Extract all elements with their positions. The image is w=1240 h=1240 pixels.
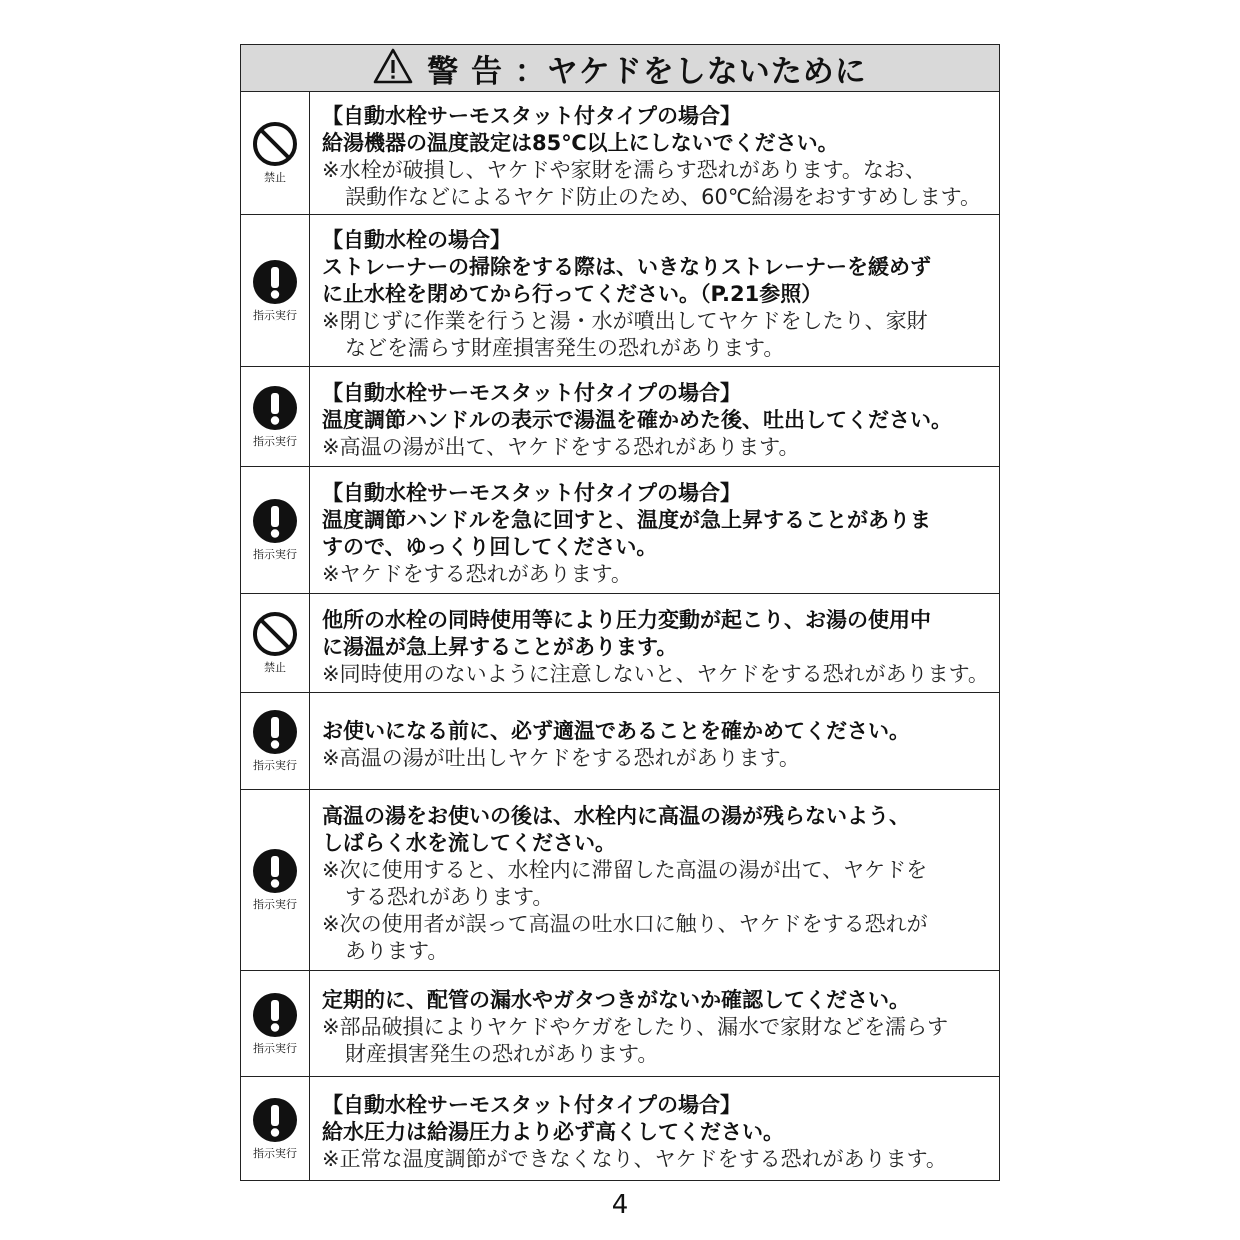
- page-number: 4: [611, 1190, 629, 1220]
- icon-label: 指示実行: [253, 759, 297, 772]
- warning-title: 警 告 ：ヤケドをしないために: [427, 53, 867, 90]
- icon-cell: [241, 367, 310, 466]
- warning-text: 【自動水栓サーモスタット付タイプの場合】: [322, 104, 741, 128]
- text-cell: [310, 467, 999, 593]
- instruction-icon: [252, 385, 298, 431]
- warning-row: [241, 367, 999, 467]
- warning-text: 給水圧力は給湯圧力より必ず高くしてください。: [322, 1120, 784, 1144]
- icon-label: 指示実行: [253, 434, 297, 448]
- caution-note: する恐れがあります。: [345, 885, 554, 909]
- warning-row: [241, 215, 999, 367]
- warning-row: [241, 467, 999, 594]
- warning-text: 【自動水栓サーモスタット付タイプの場合】: [322, 381, 741, 405]
- icon-label: 指示実行: [253, 1041, 297, 1055]
- caution-note: ※高温の湯が出て、ヤケドをする恐れがあります。: [322, 435, 800, 459]
- warning-text: 高温の湯をお使いの後は、水栓内に高温の湯が残らないよう、: [322, 804, 910, 828]
- caution-note: ※次に使用すると、水栓内に滞留した高温の湯が出て、ヤケドを: [322, 858, 928, 882]
- warning-text: ストレーナーの掃除をする際は、いきなりストレーナーを緩めず: [322, 255, 931, 279]
- text-cell: [310, 215, 999, 366]
- caution-note: ※部品破損によりヤケドやケガをしたり、漏水で家財などを濡らす: [322, 1015, 949, 1039]
- text-cell: [310, 92, 999, 214]
- warning-text: しばらく水を流してください。: [322, 831, 616, 855]
- warning-text: に止水栓を閉めてから行ってください。（P.21参照）: [322, 282, 823, 306]
- caution-note: ※ヤケドをする恐れがあります。: [322, 562, 632, 586]
- warning-table: [240, 44, 1000, 1181]
- instruction-icon: [252, 848, 298, 894]
- icon-cell: [241, 790, 310, 970]
- icon-cell: [241, 594, 310, 692]
- warning-row: [241, 594, 999, 693]
- warning-row: [241, 971, 999, 1077]
- caution-note: ※次の使用者が誤って高温の吐水口に触り、ヤケドをする恐れが: [322, 912, 928, 936]
- warning-text: お使いになる前に、必ず適温であることを確かめてください。: [322, 719, 910, 743]
- warning-row: [241, 790, 999, 971]
- instruction-icon: [252, 498, 298, 544]
- warning-triangle-icon: [373, 48, 413, 88]
- warning-text: 【自動水栓サーモスタット付タイプの場合】: [322, 481, 741, 505]
- prohibit-icon: [252, 611, 298, 657]
- icon-cell: [241, 1077, 310, 1180]
- warning-text: 給湯機器の温度設定は85℃以上にしないでください。: [322, 131, 839, 155]
- caution-note: あります。: [345, 939, 449, 963]
- warning-text: 温度調節ハンドルの表示で湯温を確かめた後、吐出してください。: [322, 408, 952, 432]
- instruction-icon: [252, 709, 298, 755]
- warning-text: 温度調節ハンドルを急に回すと、温度が急上昇することがありま: [322, 508, 931, 532]
- caution-note: ※高温の湯が吐出しヤケドをする恐れがあります。: [322, 746, 800, 770]
- icon-label: 禁止: [264, 661, 286, 674]
- warning-text: 定期的に、配管の漏水やガタつきがないか確認してください。: [322, 988, 910, 1012]
- text-cell: [310, 693, 999, 789]
- warning-text: すので、ゆっくり回してください。: [322, 535, 658, 559]
- caution-note: ※同時使用のないように注意しないと、ヤケドをする恐れがあります。: [322, 661, 989, 686]
- text-cell: [310, 971, 999, 1076]
- warning-header: [241, 45, 999, 92]
- icon-cell: [241, 467, 310, 593]
- text-cell: [310, 367, 999, 466]
- warning-text: に湯温が急上昇することがあります。: [322, 634, 678, 659]
- caution-note: 誤動作などによるヤケド防止のため、60℃給湯をおすすめします。: [345, 185, 981, 209]
- icon-cell: [241, 693, 310, 789]
- icon-label: 指示実行: [253, 1146, 297, 1160]
- caution-note: ※水栓が破損し、ヤケドや家財を濡らす恐れがあります。なお、: [322, 158, 926, 182]
- icon-cell: [241, 215, 310, 366]
- icon-cell: [241, 971, 310, 1076]
- warning-text: 【自動水栓の場合】: [322, 228, 511, 252]
- warning-row: [241, 1077, 999, 1180]
- icon-label: 指示実行: [253, 308, 297, 322]
- instruction-icon: [252, 1097, 298, 1143]
- text-cell: [310, 1077, 999, 1180]
- icon-cell: [241, 92, 310, 214]
- warning-row: [241, 693, 999, 790]
- caution-note: ※正常な温度調節ができなくなり、ヤケドをする恐れがあります。: [322, 1147, 947, 1171]
- warning-row: [241, 92, 999, 215]
- caution-note: ※閉じずに作業を行うと湯・水が噴出してヤケドをしたり、家財: [322, 309, 928, 333]
- icon-label: 指示実行: [253, 898, 297, 911]
- icon-label: 禁止: [264, 171, 286, 184]
- text-cell: [310, 790, 999, 970]
- warning-text: 【自動水栓サーモスタット付タイプの場合】: [322, 1093, 741, 1117]
- instruction-icon: [252, 992, 298, 1038]
- instruction-icon: [252, 259, 298, 305]
- warning-rows: [241, 92, 999, 1180]
- caution-note: などを濡らす財産損害発生の恐れがあります。: [345, 336, 785, 360]
- prohibit-icon: [252, 121, 298, 167]
- icon-label: 指示実行: [253, 548, 297, 561]
- caution-note: 財産損害発生の恐れがあります。: [345, 1042, 659, 1066]
- warning-text: 他所の水栓の同時使用等により圧力変動が起こり、お湯の使用中: [322, 607, 931, 632]
- text-cell: [310, 594, 999, 692]
